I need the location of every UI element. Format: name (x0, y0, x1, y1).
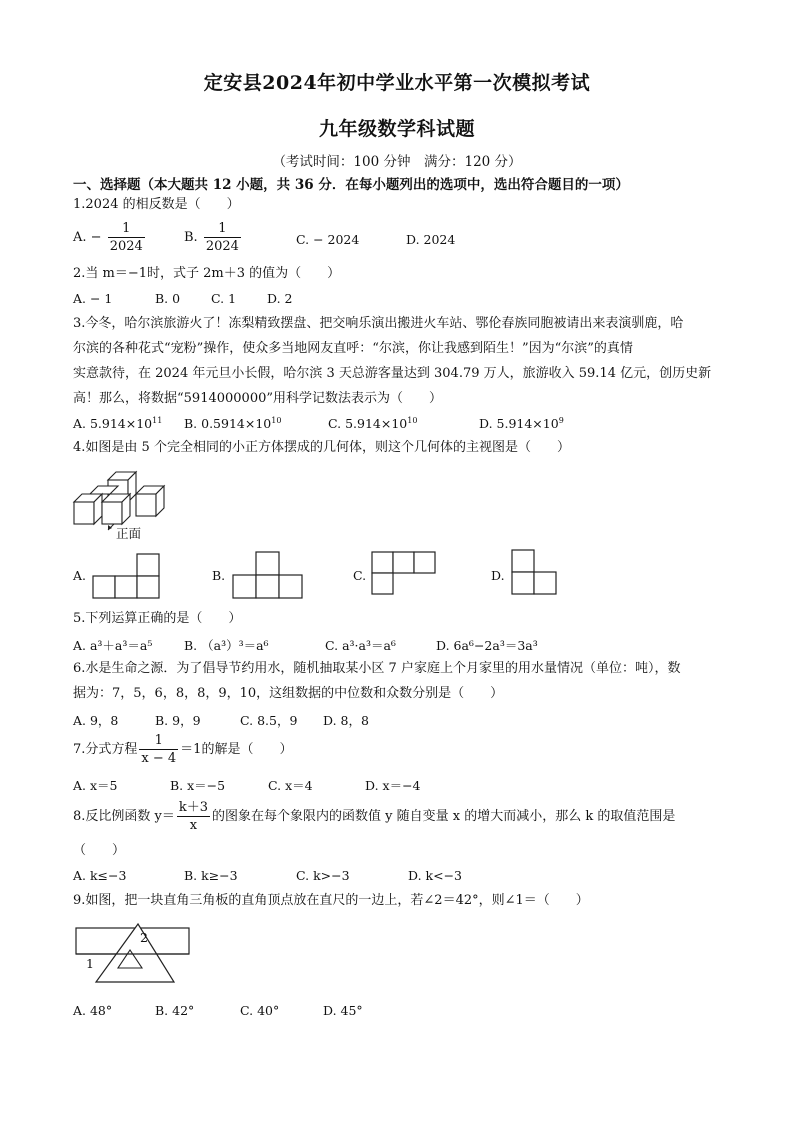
q5-option-b[interactable]: B. （a³）³＝a⁶ (184, 638, 269, 653)
q4-stem: 4.如图是由 5 个完全相同的小正方体摆成的几何体，则这个几何体的主视图是（ ） (73, 440, 570, 455)
q1-option-d[interactable]: D. 2024 (406, 232, 456, 247)
q8-option-b[interactable]: B. k≥−3 (184, 868, 238, 883)
q6-option-b[interactable]: B. 9，9 (155, 713, 201, 728)
q9-option-d[interactable]: D. 45° (323, 1003, 363, 1018)
q4-front-label: 正面 (116, 526, 142, 541)
q4-option-a-figure[interactable] (91, 552, 161, 598)
q1-option-c[interactable]: C. − 2024 (296, 232, 360, 247)
q7-fraction: $\frac{1}{x - 4}$ (141, 733, 177, 766)
q4-option-b-label[interactable]: B. (212, 568, 226, 583)
q1-option-b[interactable]: B. $\frac{1}{2024}$ (184, 221, 239, 254)
q8-option-d[interactable]: D. k<−3 (408, 868, 462, 883)
q3-line3: 实意款待，在 2024 年元旦小长假，哈尔滨 3 天总游客量达到 304.79 万人，旅游收入 59.14 亿元，创历史新 (73, 366, 712, 381)
q2-option-d[interactable]: D. 2 (267, 291, 293, 306)
q2-option-b[interactable]: B. 0 (155, 291, 181, 306)
q3-option-a[interactable]: A. $5.914\times 10^{11}$ (73, 416, 163, 432)
section-heading: 一、选择题（本大题共 12 小题，共 36 分．在每小题列出的选项中，选出符合题目的一项） (73, 177, 629, 193)
q4-option-d-label[interactable]: D. (491, 568, 505, 583)
q1-option-a[interactable]: A. − $\frac{1}{2024}$ (73, 221, 143, 254)
q9-stem: 9.如图，把一块直角三角板的直角顶点放在直尺的一边上，若∠2＝42°，则∠1＝（ ） (73, 893, 589, 908)
q9-option-a[interactable]: A. 48° (73, 1003, 113, 1018)
q7-option-d[interactable]: D. x＝−4 (365, 778, 421, 793)
q4-option-a-label[interactable]: A. (73, 568, 87, 583)
angle-1-label: 1 (86, 956, 94, 971)
q4-option-c-label[interactable]: C. (353, 568, 367, 583)
q3-option-b[interactable]: B. $0.5914\times 10^{10}$ (184, 416, 282, 432)
q5-stem: 5.下列运算正确的是（ ） (73, 611, 242, 626)
q8-line2: （ ） (73, 843, 126, 858)
q3-line4: 高！那么，将数据“5914000000”用科学记数法表示为（ ） (73, 391, 443, 406)
q4-option-c-figure[interactable] (370, 550, 438, 596)
q4-option-b-figure[interactable] (231, 550, 303, 598)
q4-option-d-figure[interactable] (510, 548, 560, 596)
q3-option-d[interactable]: D. $5.914\times 10^9$ (479, 416, 564, 432)
q9-option-c[interactable]: C. 40° (240, 1003, 280, 1018)
q7-option-b[interactable]: B. x＝−5 (170, 778, 226, 793)
q2-option-c[interactable]: C. 1 (211, 291, 237, 306)
q5-option-d[interactable]: D. 6a⁶−2a³＝3a³ (436, 638, 538, 653)
q3-line2: 尔滨的各种花式“宠粉”操作，使众多当地网友直呼：“尔滨，你让我感到陌生！”因为“尔滨”的真情 (73, 341, 633, 356)
q2-option-a[interactable]: A. − 1 (73, 291, 113, 306)
q6-line1: 6.水是生命之源．为了倡导节约用水，随机抽取某小区 7 户家庭上个月家里的用水量情况（单位：吨），数 (73, 661, 681, 676)
q6-option-d[interactable]: D. 8，8 (323, 713, 369, 728)
q3-option-c[interactable]: C. $5.914\times 10^{10}$ (328, 416, 418, 432)
q1-a-fraction: $\frac{1}{2024}$ (109, 221, 143, 254)
q8-option-a[interactable]: A. k≤−3 (73, 868, 127, 883)
q1-stem: 1.2024 的相反数是（ ） (73, 197, 240, 212)
exam-title: 定安县2024年初中学业水平第一次模拟考试 (203, 72, 591, 94)
q8-stem: 8.反比例函数 y＝ $\frac{k+3}{x}$ 的图象在每个象限内的函数值 y 随自变量 x 的增大而减小，那么 k 的取值范围是 (73, 800, 676, 833)
q7-option-c[interactable]: C. x＝4 (268, 778, 313, 793)
q1-b-fraction: $\frac{1}{2024}$ (205, 221, 239, 254)
q5-option-a[interactable]: A. a³＋a³＝a⁵ (73, 638, 153, 653)
subject-title: 九年级数学科试题 (318, 118, 475, 140)
q9-option-b[interactable]: B. 42° (155, 1003, 195, 1018)
angle-2-label: 2 (140, 930, 148, 945)
q6-option-a[interactable]: A. 9，8 (73, 713, 119, 728)
q7-option-a[interactable]: A. x＝5 (73, 778, 118, 793)
q6-option-c[interactable]: C. 8.5，9 (240, 713, 298, 728)
q8-fraction: $\frac{k+3}{x}$ (178, 800, 209, 833)
q3-line1: 3.今冬，哈尔滨旅游火了！冻梨精致摆盘、把交响乐演出搬进火车站、鄂伦春族同胞被请出来表演驯鹿，哈 (73, 316, 684, 331)
q7-stem: 7.分式方程 $\frac{1}{x - 4}$ ＝1的解是（ ） (73, 733, 293, 766)
q6-line2: 据为：7，5，6，8，8，9，10，这组数据的中位数和众数分别是（ ） (73, 686, 504, 701)
q8-option-c[interactable]: C. k>−3 (296, 868, 350, 883)
q2-stem: 2.当 m＝−1时，式子 2m＋3 的值为（ ） (73, 266, 341, 281)
q5-option-c[interactable]: C. a³·a³＝a⁶ (325, 638, 396, 653)
q9-ruler-triangle-figure (72, 920, 194, 986)
exam-info: （考试时间：100 分钟 满分：120 分） (272, 154, 522, 170)
